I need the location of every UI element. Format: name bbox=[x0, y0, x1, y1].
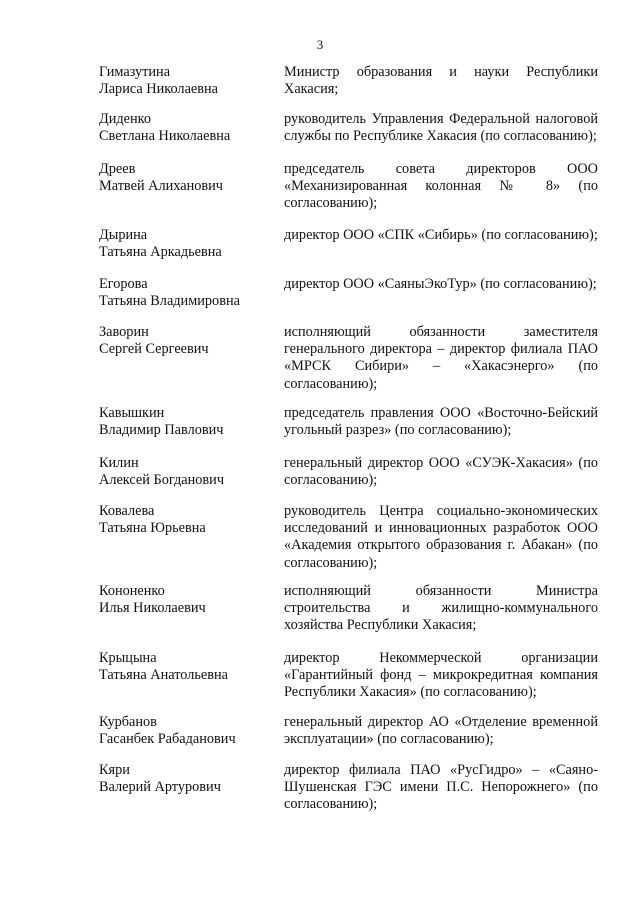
surname: Егорова bbox=[99, 276, 148, 292]
given-names: Татьяна Юрьевна bbox=[99, 520, 206, 537]
person-name bbox=[99, 276, 274, 310]
given-names: Светлана Николаевна bbox=[99, 128, 231, 145]
surname: Ковалева bbox=[99, 503, 155, 519]
surname: Гимазутина bbox=[99, 64, 171, 80]
surname: Заворин bbox=[99, 324, 149, 340]
surname: Дырина bbox=[99, 227, 148, 243]
person-name bbox=[99, 405, 274, 439]
surname: Кавышкин bbox=[99, 405, 165, 421]
person-name bbox=[99, 455, 274, 489]
position-description: Министр образования и науки Республики Хакасия; bbox=[284, 64, 598, 98]
given-names: Татьяна Анатольевна bbox=[99, 667, 228, 684]
position-description: генеральный директор АО «Отделение временной эксплуатации» (по согласованию); bbox=[284, 714, 598, 748]
surname: Курбанов bbox=[99, 714, 157, 730]
position-description: директор филиала ПАО «РусГидро» – «Саяно-Шушенская ГЭС имени П.С. Непорожнего» (по согласованию); bbox=[284, 762, 598, 813]
given-names: Гасанбек Рабаданович bbox=[99, 731, 236, 748]
surname: Крыцына bbox=[99, 650, 157, 666]
position-description: руководитель Управления Федеральной налоговой службы по Республике Хакасия (по согласованию); bbox=[284, 111, 598, 145]
given-names: Алексей Богданович bbox=[99, 472, 225, 489]
surname: Кяри bbox=[99, 762, 130, 778]
person-name bbox=[99, 650, 274, 684]
position-description: директор ООО «СаяныЭкоТур» (по согласованию); bbox=[284, 276, 597, 292]
given-names: Сергей Сергеевич bbox=[99, 341, 209, 358]
given-names: Матвей Алиханович bbox=[99, 178, 223, 195]
given-names: Илья Николаевич bbox=[99, 600, 206, 617]
surname: Дреев bbox=[99, 161, 136, 177]
surname: Килин bbox=[99, 455, 139, 471]
position-description: исполняющий обязанности Министра строительства и жилищно-коммунального хозяйства Республики Хакасия; bbox=[284, 583, 598, 634]
position-description: председатель правления ООО «Восточно-Бейский угольный разрез» (по согласованию); bbox=[284, 405, 598, 439]
person-name bbox=[99, 324, 274, 358]
person-name bbox=[99, 583, 274, 617]
person-name bbox=[99, 161, 274, 195]
position-description: председатель совета директоров ООО «Механизированная колонная № 8» (по согласованию); bbox=[284, 161, 598, 212]
person-name bbox=[99, 503, 274, 537]
given-names: Лариса Николаевна bbox=[99, 81, 219, 98]
person-name bbox=[99, 111, 274, 145]
position-description: руководитель Центра социально-экономических исследований и инновационных разработок ООО «Академия открытого образования г. Абакан» (по согласованию); bbox=[284, 503, 598, 571]
given-names: Татьяна Владимировна bbox=[99, 293, 240, 310]
surname: Кононенко bbox=[99, 583, 165, 599]
given-names: Валерий Артурович bbox=[99, 779, 221, 796]
surname: Диденко bbox=[99, 111, 152, 127]
given-names: Владимир Павлович bbox=[99, 422, 224, 439]
position-description: генеральный директор ООО «СУЭК-Хакасия» (по согласованию); bbox=[284, 455, 598, 489]
position-description: директор ООО «СПК «Сибирь» (по согласованию); bbox=[284, 227, 598, 243]
person-name bbox=[99, 762, 274, 796]
position-description: директор Некоммерческой организации «Гарантийный фонд – микрокредитная компания Республики Хакасия» (по согласованию); bbox=[284, 650, 598, 701]
position-description: исполняющий обязанности заместителя генерального директора – директор филиала ПАО «МРСК Сибири» – «Хакасэнерго» (по согласованию); bbox=[284, 324, 598, 392]
person-name bbox=[99, 714, 274, 748]
person-name bbox=[99, 227, 274, 261]
given-names: Татьяна Аркадьевна bbox=[99, 244, 222, 261]
person-name bbox=[99, 64, 274, 98]
page-number: 3 bbox=[316, 37, 324, 52]
